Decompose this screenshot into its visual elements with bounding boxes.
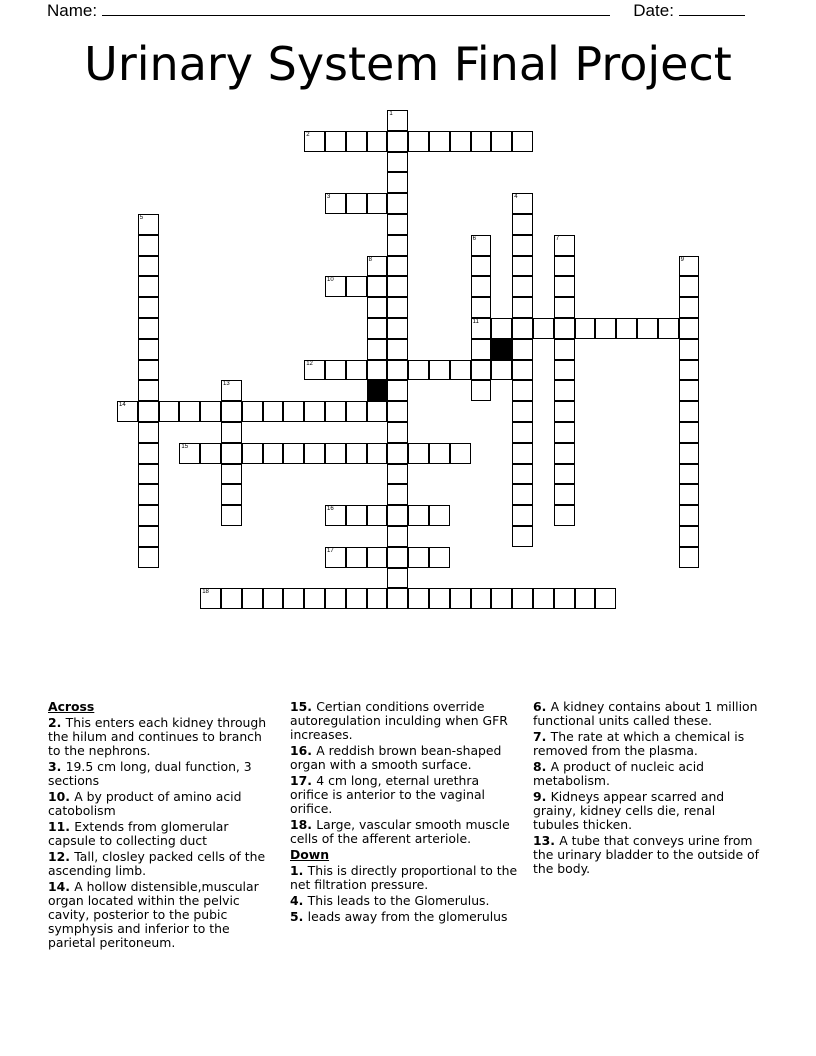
clue-item	[533, 700, 765, 728]
clue-number: 4	[514, 194, 518, 201]
grid-cell[interactable]	[554, 380, 575, 401]
grid-cell[interactable]	[138, 380, 159, 401]
clue-item	[290, 744, 518, 772]
clue-label-number: 15.	[290, 699, 317, 714]
grid-cell[interactable]	[138, 484, 159, 505]
clue-column-1	[48, 700, 278, 952]
grid-cell[interactable]	[387, 526, 408, 547]
grid-cell[interactable]	[221, 380, 242, 401]
clue-text: A hollow distensible,muscular organ located within the pelvic cavity, posterior to the pubic symphysis and inferior to the parietal peritoneum.	[48, 879, 259, 950]
grid-cell[interactable]	[679, 464, 700, 485]
grid-cell[interactable]	[138, 360, 159, 381]
grid-cell[interactable]	[221, 464, 242, 485]
grid-cell[interactable]	[346, 360, 367, 381]
grid-cell[interactable]	[512, 360, 533, 381]
clue-label-number: 7.	[533, 729, 551, 744]
grid-cell[interactable]	[471, 276, 492, 297]
grid-cell[interactable]	[637, 318, 658, 339]
clue-text: Kidneys appear scarred and grainy, kidney cells die, renal tubules thicken.	[533, 789, 725, 832]
clue-text: A by product of amino acid catobolism	[48, 789, 242, 818]
grid-cell[interactable]	[325, 588, 346, 609]
grid-cell[interactable]	[679, 443, 700, 464]
grid-cell[interactable]	[242, 443, 263, 464]
grid-cell[interactable]	[387, 131, 408, 152]
clue-item	[290, 700, 518, 742]
grid-cell[interactable]	[387, 339, 408, 360]
grid-cell[interactable]	[221, 422, 242, 443]
date-label: Date:	[633, 1, 674, 20]
name-label: Name:	[47, 1, 98, 20]
grid-cell[interactable]	[138, 297, 159, 318]
clue-text: Extends from glomerular capsule to collecting duct	[48, 819, 229, 848]
grid-cell[interactable]	[387, 318, 408, 339]
grid-cell[interactable]	[283, 588, 304, 609]
grid-cell[interactable]	[679, 297, 700, 318]
grid-cell[interactable]	[512, 193, 533, 214]
grid-cell[interactable]	[387, 422, 408, 443]
grid-cell[interactable]	[512, 526, 533, 547]
grid-cell[interactable]	[658, 318, 679, 339]
grid-cell[interactable]	[325, 276, 346, 297]
grid-cell[interactable]	[138, 235, 159, 256]
grid-cell[interactable]	[491, 318, 512, 339]
clue-number: 12	[306, 360, 313, 367]
grid-cell[interactable]	[387, 484, 408, 505]
grid-cell[interactable]	[533, 588, 554, 609]
grid-cell[interactable]	[450, 443, 471, 464]
clue-item	[533, 790, 765, 832]
grid-cell[interactable]	[429, 547, 450, 568]
grid-cell[interactable]	[679, 318, 700, 339]
grid-cell[interactable]	[200, 443, 221, 464]
grid-cell[interactable]	[554, 422, 575, 443]
grid-cell[interactable]	[138, 276, 159, 297]
clue-text: A reddish brown bean-shaped organ with a smooth surface.	[290, 743, 502, 772]
grid-cell[interactable]	[200, 588, 221, 609]
grid-cell[interactable]	[179, 443, 200, 464]
grid-cell[interactable]	[471, 318, 492, 339]
grid-cell[interactable]	[304, 401, 325, 422]
grid-cell[interactable]	[346, 276, 367, 297]
grid-cell[interactable]	[554, 464, 575, 485]
clue-number: 13	[223, 381, 230, 388]
clue-text: This enters each kidney through the hilum and continues to branch to the nephrons.	[48, 715, 267, 758]
grid-cell[interactable]	[429, 505, 450, 526]
grid-cell[interactable]	[387, 276, 408, 297]
grid-cell[interactable]	[138, 443, 159, 464]
clue-item	[290, 818, 518, 846]
clue-number: 18	[202, 589, 209, 596]
grid-cell[interactable]	[575, 318, 596, 339]
grid-cell[interactable]	[554, 297, 575, 318]
grid-cell[interactable]	[554, 235, 575, 256]
grid-cell[interactable]	[512, 276, 533, 297]
grid-cell[interactable]	[554, 588, 575, 609]
clue-label-number: 2.	[48, 715, 66, 730]
grid-cell[interactable]	[471, 380, 492, 401]
grid-cell[interactable]	[595, 588, 616, 609]
across-heading: Across	[48, 699, 95, 714]
grid-cell[interactable]	[450, 131, 471, 152]
grid-cell[interactable]	[408, 131, 429, 152]
clue-label-number: 11.	[48, 819, 75, 834]
grid-cell[interactable]	[408, 588, 429, 609]
grid-cell[interactable]	[471, 235, 492, 256]
clue-column-3	[533, 700, 765, 878]
grid-cell[interactable]	[679, 256, 700, 277]
clue-item	[290, 864, 518, 892]
grid-cell[interactable]	[471, 588, 492, 609]
clue-text: leads away from the glomerulus	[307, 909, 508, 924]
grid-cell[interactable]	[616, 318, 637, 339]
clue-number: 9	[680, 256, 684, 263]
grid-cell[interactable]	[512, 339, 533, 360]
grid-cell[interactable]	[387, 568, 408, 589]
grid-cell[interactable]	[554, 318, 575, 339]
clue-text: 19.5 cm long, dual function, 3 sections	[48, 759, 252, 788]
grid-cell[interactable]	[138, 256, 159, 277]
grid-cell[interactable]	[575, 588, 596, 609]
grid-cell[interactable]	[512, 422, 533, 443]
clue-number: 1	[389, 111, 393, 117]
clue-item	[48, 880, 278, 950]
down-heading: Down	[290, 847, 330, 862]
grid-cell[interactable]	[138, 526, 159, 547]
grid-cell[interactable]	[679, 360, 700, 381]
clue-label-number: 13.	[533, 833, 560, 848]
grid-cell[interactable]	[138, 401, 159, 422]
clue-number: 6	[472, 235, 476, 242]
clue-label-number: 3.	[48, 759, 66, 774]
grid-cell[interactable]	[387, 401, 408, 422]
grid-cell[interactable]	[138, 422, 159, 443]
grid-cell[interactable]	[429, 360, 450, 381]
grid-cell[interactable]	[512, 401, 533, 422]
clue-item	[48, 790, 278, 818]
grid-cell[interactable]	[179, 401, 200, 422]
grid-cell[interactable]	[491, 131, 512, 152]
clue-label-number: 14.	[48, 879, 75, 894]
grid-cell[interactable]	[387, 505, 408, 526]
grid-cell[interactable]	[221, 401, 242, 422]
grid-cell[interactable]	[471, 339, 492, 360]
grid-cell[interactable]	[387, 588, 408, 609]
grid-cell[interactable]	[387, 193, 408, 214]
grid-cell[interactable]	[387, 380, 408, 401]
grid-cell[interactable]	[346, 193, 367, 214]
grid-cell[interactable]	[117, 401, 138, 422]
grid-cell[interactable]	[512, 214, 533, 235]
grid-cell[interactable]	[325, 505, 346, 526]
grid-cell[interactable]	[491, 588, 512, 609]
grid-cell[interactable]	[554, 339, 575, 360]
grid-cell[interactable]	[512, 588, 533, 609]
grid-cell[interactable]	[325, 401, 346, 422]
grid-cell[interactable]	[512, 131, 533, 152]
grid-cell[interactable]	[679, 380, 700, 401]
grid-cell[interactable]	[283, 443, 304, 464]
clue-label-number: 5.	[290, 909, 308, 924]
clue-column-2	[290, 700, 518, 926]
grid-cell[interactable]	[554, 256, 575, 277]
clue-text: A product of nucleic acid metabolism.	[533, 759, 705, 788]
grid-cell[interactable]	[512, 464, 533, 485]
grid-cell[interactable]	[367, 401, 388, 422]
grid-cell[interactable]	[408, 547, 429, 568]
clue-text: 4 cm long, eternal urethra orifice is anterior to the vaginal orifice.	[290, 773, 485, 816]
grid-cell[interactable]	[304, 360, 325, 381]
grid-cell[interactable]	[679, 339, 700, 360]
grid-cell[interactable]	[387, 110, 408, 131]
grid-cell[interactable]	[263, 401, 284, 422]
grid-cell[interactable]	[471, 297, 492, 318]
grid-cell[interactable]	[367, 297, 388, 318]
grid-cell[interactable]	[387, 360, 408, 381]
grid-cell[interactable]	[242, 588, 263, 609]
grid-cell[interactable]	[367, 588, 388, 609]
page-title: Urinary System Final Project	[84, 37, 732, 91]
grid-cell[interactable]	[387, 152, 408, 173]
grid-cell[interactable]	[429, 131, 450, 152]
clue-text: This is directly proportional to the net filtration pressure.	[290, 863, 518, 892]
clue-number: 15	[181, 443, 189, 450]
grid-cell[interactable]	[367, 339, 388, 360]
clue-item	[48, 850, 278, 878]
grid-cell[interactable]	[367, 276, 388, 297]
grid-cell[interactable]	[408, 443, 429, 464]
clue-label-number: 10.	[48, 789, 75, 804]
grid-cell[interactable]	[221, 443, 242, 464]
clue-label-number: 16.	[290, 743, 317, 758]
clue-number: 5	[139, 215, 144, 221]
grid-cell[interactable]	[367, 318, 388, 339]
clue-label-number: 17.	[290, 773, 317, 788]
grid-cell[interactable]	[263, 443, 284, 464]
grid-cell[interactable]	[304, 588, 325, 609]
grid-cell[interactable]	[138, 505, 159, 526]
grid-cell[interactable]	[387, 547, 408, 568]
grid-cell[interactable]	[138, 547, 159, 568]
grid-cell[interactable]	[408, 505, 429, 526]
clue-number: 3	[327, 194, 331, 201]
grid-cell[interactable]	[471, 131, 492, 152]
grid-cell[interactable]	[533, 318, 554, 339]
grid-cell[interactable]	[554, 401, 575, 422]
grid-cell[interactable]	[554, 443, 575, 464]
clue-label-number: 8.	[533, 759, 551, 774]
clue-text: Tall, closley packed cells of the ascending limb.	[48, 849, 266, 878]
clue-label-number: 12.	[48, 849, 75, 864]
grid-cell[interactable]	[242, 401, 263, 422]
grid-cell[interactable]	[679, 547, 700, 568]
clue-label-number: 18.	[290, 817, 317, 832]
grid-cell[interactable]	[387, 235, 408, 256]
grid-cell[interactable]	[159, 401, 180, 422]
clue-number: 17	[327, 547, 334, 554]
grid-cell[interactable]	[387, 172, 408, 193]
clue-label-number: 1.	[290, 863, 308, 878]
grid-cell[interactable]	[325, 443, 346, 464]
grid-cell[interactable]	[408, 360, 429, 381]
clue-label-number: 4.	[290, 893, 308, 908]
grid-cell[interactable]	[367, 547, 388, 568]
clue-item	[533, 834, 765, 876]
clue-item	[290, 910, 518, 924]
clue-item	[533, 730, 765, 758]
grid-cell[interactable]	[221, 588, 242, 609]
grid-cell[interactable]	[450, 360, 471, 381]
grid-cell[interactable]	[346, 401, 367, 422]
grid-cell[interactable]	[679, 505, 700, 526]
grid-cell[interactable]	[471, 256, 492, 277]
grid-cell[interactable]	[429, 443, 450, 464]
grid-cell[interactable]	[221, 505, 242, 526]
grid-cell[interactable]	[512, 505, 533, 526]
grid-cell[interactable]	[367, 360, 388, 381]
grid-cell[interactable]	[512, 380, 533, 401]
clue-text: Large, vascular smooth muscle cells of the afferent arteriole.	[290, 817, 510, 846]
grid-cell[interactable]	[304, 443, 325, 464]
grid-cell[interactable]	[491, 360, 512, 381]
black-cell	[491, 339, 512, 360]
grid-cell[interactable]	[304, 131, 325, 152]
grid-cell[interactable]	[554, 505, 575, 526]
grid-cell[interactable]	[346, 505, 367, 526]
grid-cell[interactable]	[512, 484, 533, 505]
clue-number: 10	[327, 277, 334, 284]
grid-cell[interactable]	[346, 547, 367, 568]
clue-text: This leads to the Glomerulus.	[307, 893, 490, 908]
clue-item	[290, 774, 518, 816]
grid-cell[interactable]	[367, 131, 388, 152]
grid-cell[interactable]	[512, 443, 533, 464]
clue-number: 8	[368, 256, 372, 263]
clue-text: Certian conditions override autoregulation inculding when GFR increases.	[290, 699, 508, 742]
grid-cell[interactable]	[367, 256, 388, 277]
grid-cell[interactable]	[387, 464, 408, 485]
clue-number: 11	[472, 319, 479, 325]
grid-cell[interactable]	[450, 588, 471, 609]
grid-cell[interactable]	[138, 214, 159, 235]
clue-item	[48, 716, 278, 758]
clue-item	[533, 760, 765, 788]
grid-cell[interactable]	[679, 422, 700, 443]
grid-cell[interactable]	[429, 588, 450, 609]
grid-cell[interactable]	[512, 318, 533, 339]
clue-item	[48, 820, 278, 848]
grid-cell[interactable]	[138, 464, 159, 485]
clue-number: 2	[306, 131, 310, 138]
grid-cell[interactable]	[325, 360, 346, 381]
grid-cell[interactable]	[512, 297, 533, 318]
grid-cell[interactable]	[387, 297, 408, 318]
grid-cell[interactable]	[325, 131, 346, 152]
clue-text: A kidney contains about 1 million functional units called these.	[533, 699, 758, 728]
grid-cell[interactable]	[325, 547, 346, 568]
grid-cell[interactable]	[595, 318, 616, 339]
grid-cell[interactable]	[200, 401, 221, 422]
grid-cell[interactable]	[325, 193, 346, 214]
grid-cell[interactable]	[512, 256, 533, 277]
grid-cell[interactable]	[679, 526, 700, 547]
clue-text: The rate at which a chemical is removed from the plasma.	[533, 729, 745, 758]
clue-label-number: 9.	[533, 789, 551, 804]
clue-number: 16	[327, 506, 334, 513]
grid-cell[interactable]	[283, 401, 304, 422]
black-cell	[367, 380, 388, 401]
grid-cell[interactable]	[367, 193, 388, 214]
grid-cell[interactable]	[554, 276, 575, 297]
grid-cell[interactable]	[138, 318, 159, 339]
clue-label-number: 6.	[533, 699, 551, 714]
grid-cell[interactable]	[471, 360, 492, 381]
grid-cell[interactable]	[512, 235, 533, 256]
clue-number: 7	[555, 235, 560, 242]
grid-cell[interactable]	[554, 484, 575, 505]
grid-cell[interactable]	[387, 256, 408, 277]
clue-number: 14	[119, 402, 126, 409]
clue-item	[48, 760, 278, 788]
grid-cell[interactable]	[346, 588, 367, 609]
grid-cell[interactable]	[221, 484, 242, 505]
grid-cell[interactable]	[387, 443, 408, 464]
grid-cell[interactable]	[346, 443, 367, 464]
grid-cell[interactable]	[367, 443, 388, 464]
grid-cell[interactable]	[138, 339, 159, 360]
grid-cell[interactable]	[367, 505, 388, 526]
grid-cell[interactable]	[554, 360, 575, 381]
clue-text: A tube that conveys urine from the urinary bladder to the outside of the body.	[533, 833, 759, 876]
grid-cell[interactable]	[679, 401, 700, 422]
grid-cell[interactable]	[387, 214, 408, 235]
clue-item	[290, 894, 518, 908]
grid-cell[interactable]	[346, 131, 367, 152]
grid-cell[interactable]	[679, 484, 700, 505]
grid-cell[interactable]	[679, 276, 700, 297]
grid-cell[interactable]	[263, 588, 284, 609]
